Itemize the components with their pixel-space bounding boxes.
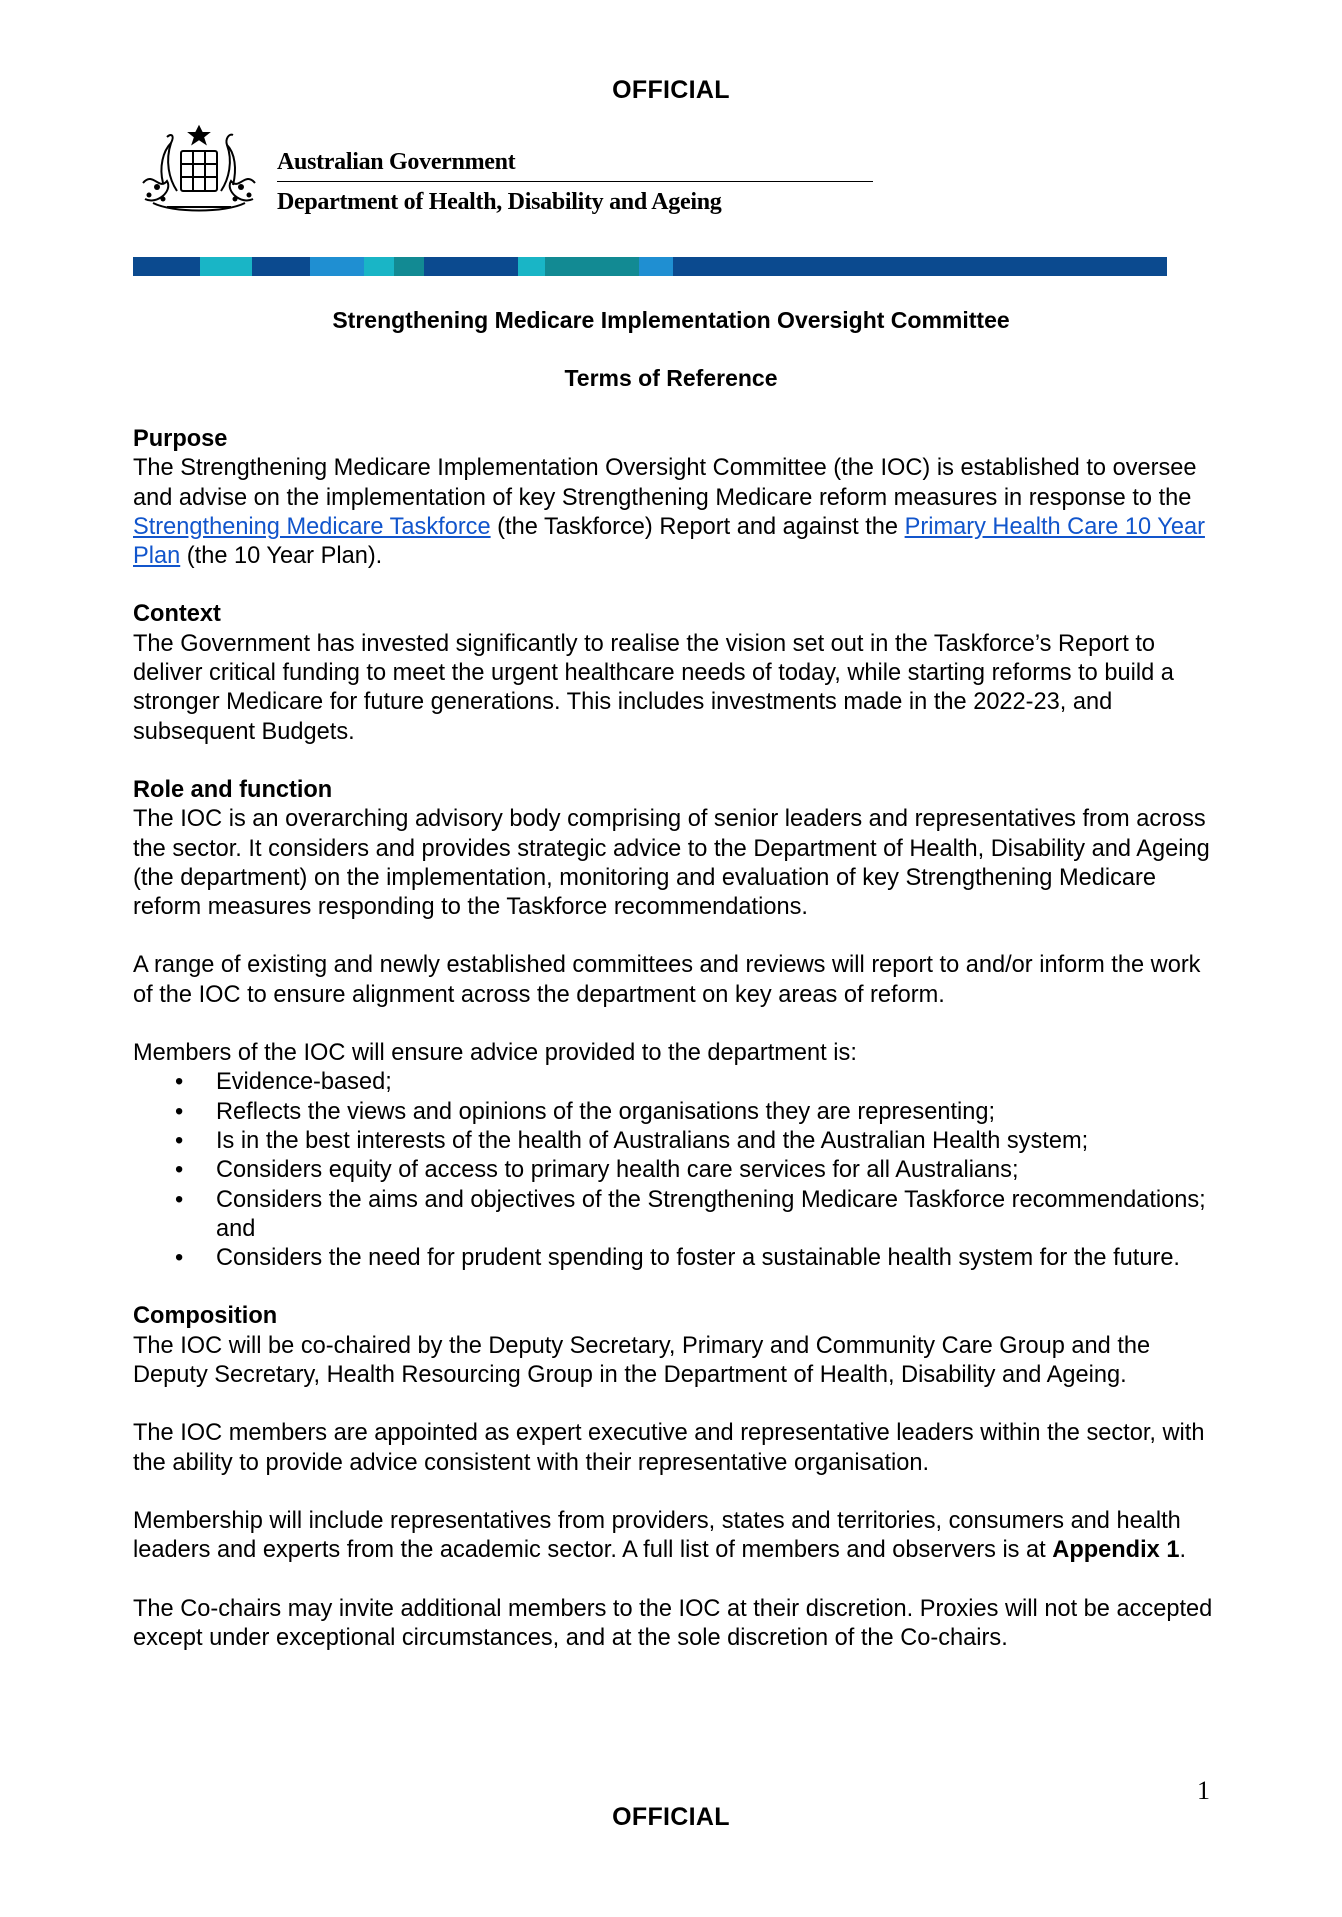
band-segment bbox=[310, 257, 364, 276]
coat-of-arms-icon bbox=[133, 121, 265, 219]
band-segment bbox=[639, 257, 673, 276]
purpose-text-3: (the 10 Year Plan). bbox=[180, 543, 383, 570]
bullet-icon: • bbox=[175, 1127, 184, 1154]
band-segment bbox=[133, 257, 200, 276]
role-paragraph-2: A range of existing and newly established committees and reviews will report to and/or inform the work of the IOC to ensure alignment across the department on key areas of reform. bbox=[133, 952, 1201, 1008]
role-paragraph-1: The IOC is an overarching advisory body comprising of senior leaders and representatives from across the sector. It considers and provides strategic advice to the Department of Health, Disability and Ageing (the department) on the implementation, monitoring and evaluation of key Strengthening Medicare reform measures responding to the Taskforce recommendations. bbox=[133, 806, 1210, 921]
purpose-heading: Purpose bbox=[133, 426, 228, 452]
footer-classification: OFFICIAL bbox=[612, 1803, 730, 1831]
composition-heading: Composition bbox=[133, 1303, 278, 1330]
document-title: Strengthening Medicare Implementation Oversight Committee bbox=[332, 307, 1010, 333]
page-number: 1 bbox=[1197, 1776, 1210, 1805]
ten-year-plan-link[interactable]: Primary Health Care 10 Year Plan bbox=[133, 513, 1205, 570]
band-segment bbox=[518, 257, 545, 276]
band-segment bbox=[364, 257, 394, 276]
government-name: Australian Government bbox=[277, 149, 516, 175]
purpose-text-1: The Strengthening Medicare Implementation Oversight Committee (the IOC) is established to oversee and advise on the implementation of key Strengthening Medicare reform measures in response to the bbox=[133, 455, 1197, 511]
list-item: • Reflects the views and opinions of the organisations they are representing; bbox=[133, 1098, 1223, 1127]
bullet-icon: • bbox=[175, 1245, 184, 1272]
list-item: • Considers the aims and objectives of the Strengthening Medicare Taskforce recommendations; and bbox=[175, 1186, 1206, 1242]
list-item: • Considers the need for prudent spending to foster a sustainable health system for the future. bbox=[133, 1244, 1223, 1273]
band-segment bbox=[424, 257, 518, 276]
band-segment bbox=[545, 257, 639, 276]
composition-paragraph-2: The IOC members are appointed as expert executive and representative leaders within the sector, with the ability to provide advice consistent with their representative organisation. bbox=[133, 1420, 1205, 1476]
brand-color-band bbox=[133, 257, 1167, 276]
government-logo bbox=[133, 121, 743, 221]
band-segment bbox=[200, 257, 252, 276]
role-paragraph-3: Members of the IOC will ensure advice provided to the department is: bbox=[133, 1040, 857, 1067]
header-classification: OFFICIAL bbox=[612, 76, 730, 104]
department-name: Department of Health, Disability and Ageing bbox=[277, 189, 722, 215]
taskforce-link[interactable]: Strengthening Medicare Taskforce bbox=[133, 513, 491, 540]
document-subtitle: Terms of Reference bbox=[564, 365, 778, 391]
band-segment bbox=[673, 257, 1167, 276]
band-segment bbox=[394, 257, 424, 276]
purpose-paragraph bbox=[133, 454, 1223, 571]
context-heading: Context bbox=[133, 601, 221, 628]
list-item: • Considers equity of access to primary health care services for all Australians; bbox=[133, 1156, 1223, 1185]
composition-paragraph-3: Membership will include representatives from providers, states and territories, consumers and health leaders and experts from the academic sector. A full list of members and observers is at Appendix 1. bbox=[133, 1507, 1187, 1564]
composition-paragraph-1: The IOC will be co-chaired by the Deputy Secretary, Primary and Community Care Group and the Deputy Secretary, Health Resourcing Group in the Department of Health, Disability and Ageing. bbox=[133, 1332, 1151, 1389]
list-item: • Is in the best interests of the health of Australians and the Australian Health system; bbox=[133, 1127, 1223, 1156]
role-heading: Role and function bbox=[133, 776, 333, 803]
bullet-icon: • bbox=[175, 1186, 184, 1213]
bullet-icon: • bbox=[175, 1069, 184, 1096]
bullet-icon: • bbox=[175, 1157, 184, 1184]
bullet-icon: • bbox=[175, 1098, 184, 1125]
logo-divider bbox=[277, 181, 873, 182]
band-segment bbox=[252, 257, 310, 276]
context-paragraph: The Government has invested significantly to realise the vision set out in the Taskforce’s Report to deliver critical funding to meet the urgent healthcare needs of today, while starting reforms to build a stronger Medicare for future generations. This includes investments made in the 2022-23, and subsequent Budgets. bbox=[133, 630, 1174, 745]
composition-paragraph-4: The Co-chairs may invite additional members to the IOC at their discretion. Proxies will not be accepted except under exceptional circumstances, and at the sole discretion of the Co-chairs. bbox=[133, 1595, 1213, 1651]
appendix-reference: Appendix 1 bbox=[1052, 1537, 1180, 1564]
document-body bbox=[133, 425, 1223, 1653]
purpose-text-2: (the Taskforce) Report and against the bbox=[490, 513, 905, 540]
list-item: • Evidence-based; bbox=[133, 1068, 1223, 1097]
advice-criteria-list bbox=[133, 1068, 1223, 1273]
